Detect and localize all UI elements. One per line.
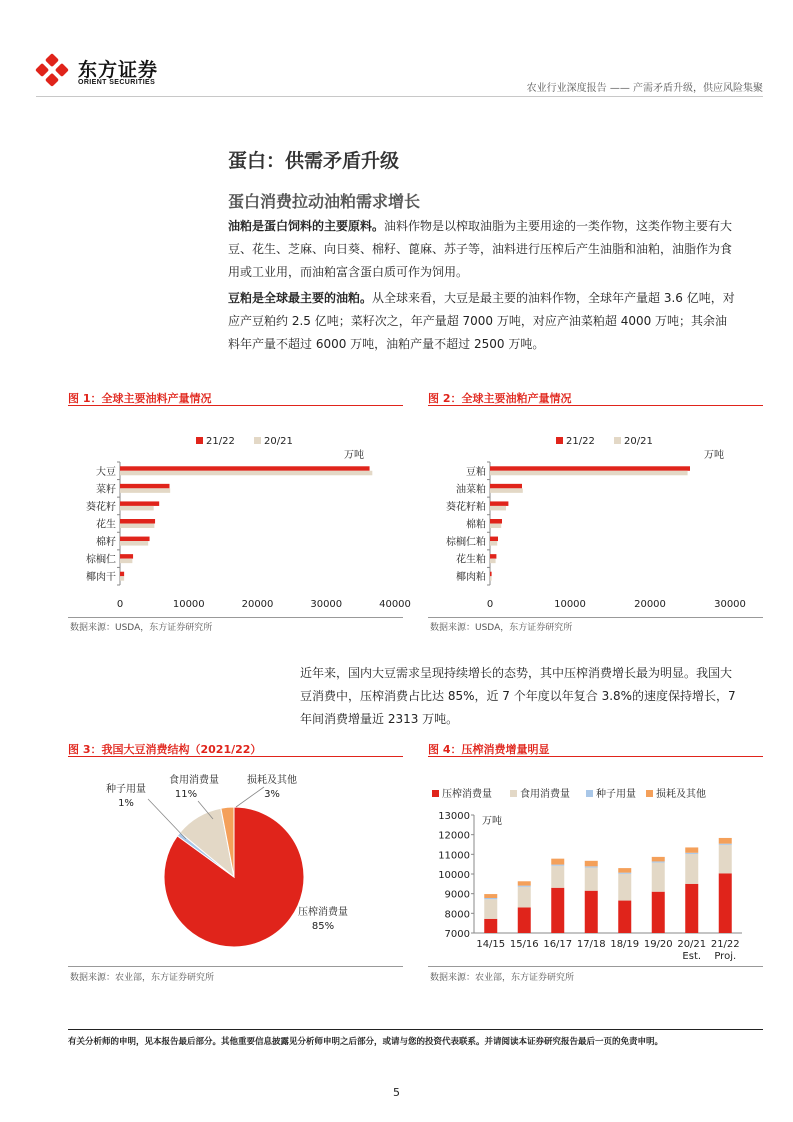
bar-21/22	[490, 554, 496, 559]
x-tick-label: 16/17	[543, 939, 573, 950]
bar-食用消费量	[551, 866, 564, 888]
figure-source: 数据来源：USDA，东方证券研究所	[430, 623, 573, 633]
y-tick-label: 12000	[438, 830, 470, 842]
bar-损耗及其他	[618, 868, 631, 873]
chart-crush-consumption-stacked	[428, 757, 763, 962]
figure-divider	[68, 617, 403, 618]
bar-20/21	[120, 541, 148, 546]
bar-食用消费量	[585, 868, 598, 891]
page-number: 5	[393, 1086, 400, 1099]
bar-20/21	[120, 576, 124, 581]
category-label: 棉籽	[96, 537, 116, 549]
category-label: 葵花籽粕	[446, 501, 486, 513]
x-tick-sublabel: Proj.	[714, 951, 737, 962]
category-label: 棕榈仁	[86, 554, 116, 566]
bar-食用消费量	[652, 863, 665, 892]
y-tick-label: 13000	[438, 811, 470, 822]
chart-oilseed-production	[68, 406, 411, 610]
legend-label: 种子用量	[596, 789, 636, 800]
figure-source: 数据来源：农业部，东方证券研究所	[430, 973, 575, 983]
figure-title: 图 3：我国大豆消费结构（2021/22）	[68, 741, 403, 757]
bar-压榨消费量	[652, 892, 665, 933]
bar-20/21	[490, 559, 496, 564]
bar-压榨消费量	[551, 888, 564, 933]
bar-种子用量	[652, 861, 665, 862]
bar-20/21	[490, 541, 497, 546]
unit-label: 万吨	[344, 450, 364, 461]
pie-label: 1%	[118, 798, 134, 809]
x-tick-label: 20000	[634, 599, 666, 610]
x-tick-label: 20000	[241, 599, 274, 610]
figure-source: 数据来源：USDA，东方证券研究所	[70, 623, 213, 633]
bar-食用消费量	[618, 874, 631, 901]
category-label: 棕榈仁粕	[446, 537, 486, 549]
y-tick-label: 11000	[438, 850, 470, 862]
pie-label: 压榨消费量	[298, 907, 348, 918]
bar-21/22	[120, 519, 155, 524]
category-label: 油菜粕	[456, 484, 486, 496]
figure-4	[428, 741, 763, 962]
pie-label: 3%	[264, 789, 280, 800]
bar-种子用量	[484, 898, 497, 899]
logo-text-en: ORIENT SECURITIES	[78, 79, 156, 86]
leader-line	[148, 799, 186, 839]
figure-title: 图 4：压榨消费增量明显	[428, 741, 763, 757]
bar-损耗及其他	[652, 857, 665, 862]
pie-label: 11%	[174, 789, 198, 800]
y-tick-label: 10000	[438, 870, 470, 881]
bar-20/21	[120, 524, 154, 529]
x-tick-label: 0	[116, 599, 124, 610]
x-tick-label: 10000	[172, 599, 205, 610]
figure-divider	[428, 966, 763, 967]
bar-损耗及其他	[484, 894, 497, 898]
pie-label: 种子用量	[106, 784, 146, 795]
x-tick-label: 14/15	[476, 939, 506, 950]
bar-21/22	[120, 484, 170, 489]
figure-2	[428, 390, 763, 610]
figure-3	[68, 741, 403, 962]
bar-损耗及其他	[585, 861, 598, 867]
x-tick-label: 30000	[310, 599, 343, 610]
category-label: 花生粕	[456, 554, 486, 566]
bar-20/21	[490, 506, 506, 511]
bar-20/21	[490, 524, 501, 529]
legend-label: 食用消费量	[520, 789, 570, 800]
figure-divider	[68, 966, 403, 967]
figure-1	[68, 390, 411, 610]
logo-text-cn: 东方证券	[78, 59, 159, 81]
y-tick-label: 8000	[444, 909, 470, 921]
pie-label: 85%	[311, 921, 335, 932]
category-label: 大豆	[96, 466, 116, 478]
legend-swatch	[586, 790, 593, 797]
bar-21/22	[120, 572, 124, 577]
y-tick-label: 9000	[444, 889, 470, 901]
category-label: 豆粕	[466, 466, 486, 478]
legend-label: 20/21	[624, 436, 653, 447]
leader-line	[236, 787, 264, 807]
bar-21/22	[490, 519, 502, 524]
chart-soybean-consumption-pie	[68, 757, 403, 962]
legend-label: 20/21	[264, 436, 293, 447]
category-label: 菜籽	[96, 484, 116, 496]
unit-label: 万吨	[482, 816, 502, 827]
section-title: 蛋白：供需矛盾升级	[228, 150, 400, 172]
bar-21/22	[490, 572, 492, 577]
footer-disclaimer: 有关分析师的申明，见本报告最后部分。其他重要信息披露见分析师申明之后部分，或请与您的投资代表联系。并请阅读本证券研究报告最后一页的免责申明。	[68, 1037, 664, 1047]
legend-swatch	[556, 437, 563, 444]
figure-divider	[428, 617, 763, 618]
bar-食用消费量	[484, 899, 497, 919]
x-tick-label: 15/16	[509, 939, 539, 950]
paragraph-body: 从全球来看，大豆是最主要的油料作物，全球年产量超 3.6 亿吨，对应产豆粕约 2.5 亿吨；菜籽次之，年产量超 7000 万吨，对应产油菜粕超 4000 万吨；其余油料年产量不超过 6000 万吨，油粕产量不超过 2500 万吨。	[228, 291, 735, 351]
bar-种子用量	[618, 873, 631, 874]
legend-label: 21/22	[566, 436, 595, 447]
figure-source: 数据来源：农业部，东方证券研究所	[70, 973, 215, 983]
paragraph-soymeal	[228, 287, 736, 356]
legend-swatch	[196, 437, 203, 444]
bar-20/21	[120, 471, 372, 476]
paragraph-oilmeal	[228, 215, 736, 284]
x-tick-sublabel: Est.	[682, 951, 702, 962]
x-tick-label: 10000	[554, 599, 586, 610]
paragraph-lead: 豆粕是全球最主要的油粕。	[228, 291, 373, 305]
category-label: 椰肉干	[86, 572, 116, 584]
paragraph-body: 近年来，国内大豆需求呈现持续增长的态势，其中压榨消费增长最为明显。我国大豆消费中，压榨消费占比达 85%，近 7 个年度以年复合 3.8%的速度保持增长，7 年间消费增量近 2313 万吨。	[300, 666, 736, 726]
category-label: 花生	[96, 519, 116, 531]
x-tick-label: 0	[486, 599, 494, 610]
legend-swatch	[614, 437, 621, 444]
bar-种子用量	[551, 865, 564, 866]
bar-20/21	[490, 471, 688, 476]
bar-压榨消费量	[585, 891, 598, 933]
legend-label: 损耗及其他	[656, 789, 706, 800]
bar-21/22	[120, 537, 150, 542]
bar-种子用量	[685, 853, 698, 854]
bar-压榨消费量	[518, 907, 531, 933]
bar-损耗及其他	[719, 838, 732, 844]
category-label: 棉粕	[466, 519, 486, 531]
orient-securities-logo-icon	[36, 54, 68, 86]
bar-压榨消费量	[719, 873, 732, 933]
header-divider	[36, 96, 763, 97]
bar-压榨消费量	[685, 884, 698, 933]
paragraph-lead: 油粕是蛋白饲料的主要原料。	[228, 219, 385, 233]
x-tick-label: 17/18	[576, 939, 606, 950]
x-tick-label: 40000	[379, 599, 411, 610]
bar-食用消费量	[719, 845, 732, 874]
figure-title: 图 2：全球主要油粕产量情况	[428, 390, 763, 406]
x-tick-label: 18/19	[610, 939, 640, 950]
bar-种子用量	[719, 844, 732, 845]
bar-20/21	[120, 488, 170, 493]
legend-swatch	[432, 790, 439, 797]
bar-压榨消费量	[618, 901, 631, 933]
bar-21/22	[120, 466, 370, 471]
bar-20/21	[120, 506, 154, 511]
bar-损耗及其他	[685, 847, 698, 852]
bar-种子用量	[518, 886, 531, 887]
legend-label: 压榨消费量	[442, 789, 492, 800]
x-tick-label: 19/20	[643, 939, 673, 950]
bar-食用消费量	[685, 854, 698, 884]
category-label: 葵花籽	[86, 501, 116, 513]
legend-swatch	[254, 437, 261, 444]
figure-title: 图 1：全球主要油料产量情况	[68, 390, 403, 406]
bar-20/21	[490, 576, 492, 581]
legend-swatch	[510, 790, 517, 797]
x-tick-label: 30000	[714, 599, 746, 610]
bar-21/22	[490, 537, 498, 542]
bar-压榨消费量	[484, 919, 497, 933]
category-label: 椰肉粕	[456, 572, 486, 584]
unit-label: 万吨	[704, 450, 724, 461]
report-title: 农业行业深度报告 —— 产需矛盾升级，供应风险集聚	[526, 83, 763, 94]
pie-label: 食用消费量	[169, 775, 219, 786]
x-tick-label: 20/21	[677, 939, 707, 950]
y-tick-label: 7000	[444, 929, 470, 940]
bar-损耗及其他	[518, 881, 531, 885]
bar-损耗及其他	[551, 859, 564, 865]
bar-20/21	[490, 488, 523, 493]
chart-oilmeal-production	[428, 406, 763, 610]
bar-种子用量	[585, 866, 598, 867]
bar-20/21	[120, 559, 132, 564]
bar-21/22	[120, 501, 159, 506]
bar-食用消费量	[518, 887, 531, 908]
bar-21/22	[120, 554, 133, 559]
section-subtitle: 蛋白消费拉动油粕需求增长	[228, 192, 421, 211]
legend-label: 21/22	[206, 436, 235, 447]
bar-21/22	[490, 466, 690, 471]
x-tick-label: 21/22	[710, 939, 740, 950]
legend-swatch	[646, 790, 653, 797]
footer-divider	[68, 1029, 763, 1030]
paragraph-body: 油料作物是以榨取油脂为主要用途的一类作物，这类作物主要有大豆、花生、芝麻、向日葵、棉籽、蓖麻、苏子等，油料进行压榨后产生油脂和油粕，油脂作为食用或工业用，而油粕富含蛋白质可作为饲用。	[228, 219, 733, 279]
bar-21/22	[490, 484, 522, 489]
paragraph-domestic-demand	[300, 662, 736, 731]
pie-label: 损耗及其他	[247, 775, 297, 786]
bar-21/22	[490, 501, 508, 506]
